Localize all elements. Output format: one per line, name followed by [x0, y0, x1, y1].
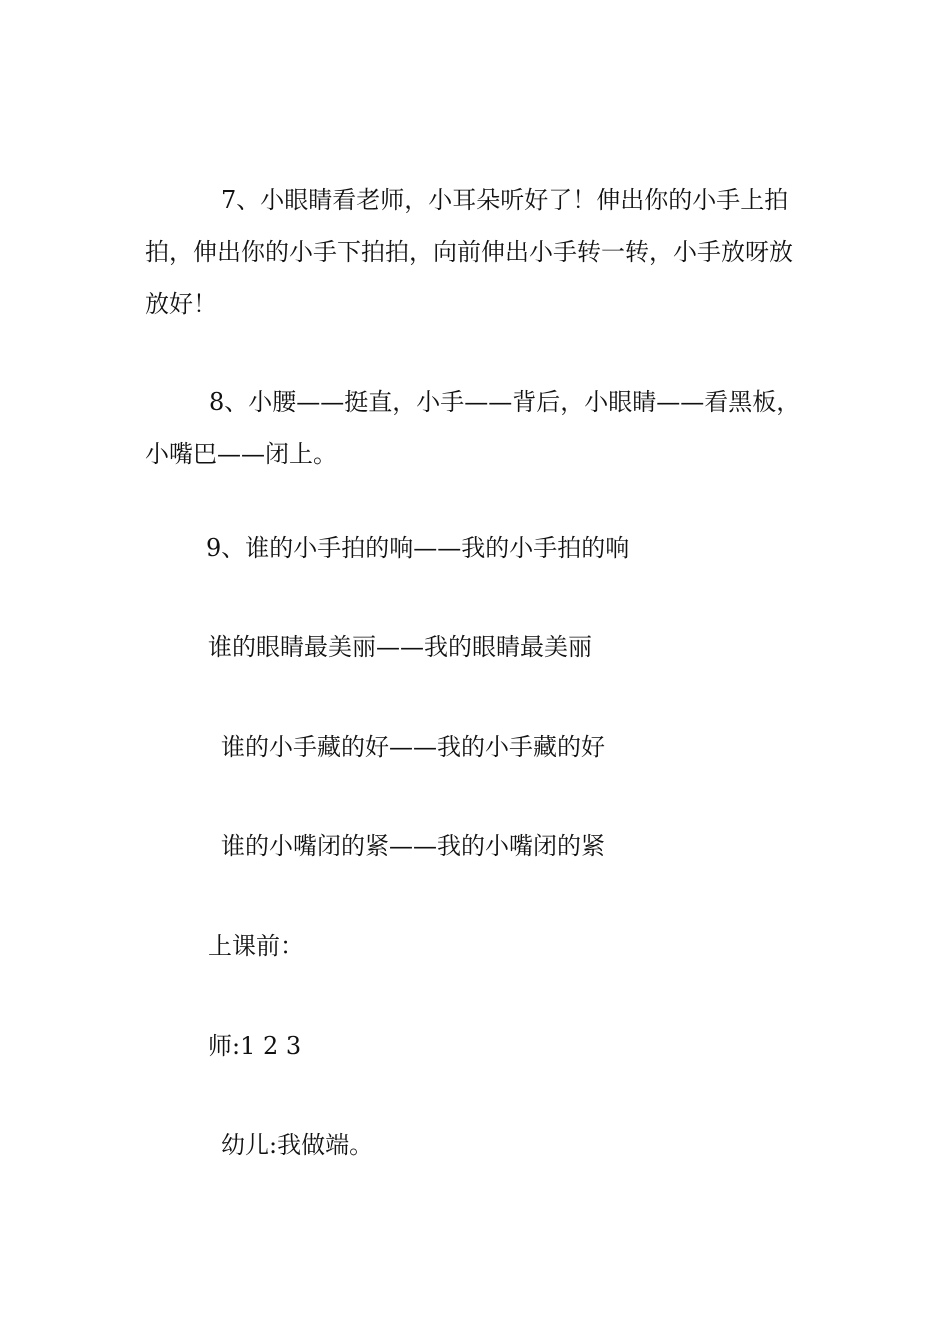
section-heading-before-class: 上课前： [208, 932, 304, 960]
rhyme-line-4: 谁的小嘴闭的紧——我的小嘴闭的紧 [221, 832, 605, 860]
teacher-line: 师:1 2 3 [208, 1032, 302, 1060]
child-line: 幼儿:我做端。 [221, 1131, 374, 1159]
rhyme-line-2: 谁的眼睛最美丽——我的眼睛最美丽 [208, 633, 592, 661]
rhyme-line-1: 9、谁的小手拍的响——我的小手拍的响 [206, 534, 630, 562]
paragraph-7: 7、小眼睛看老师，小耳朵听好了！伸出你的小手上拍拍，伸出你的小手下拍拍，向前伸出小手转一转，小手放呀放放好！ [145, 186, 793, 318]
paragraph-8: 8、小腰——挺直，小手——背后，小眼睛——看黑板，小嘴巴——闭上。 [145, 388, 801, 468]
rhyme-line-3: 谁的小手藏的好——我的小手藏的好 [221, 733, 605, 761]
